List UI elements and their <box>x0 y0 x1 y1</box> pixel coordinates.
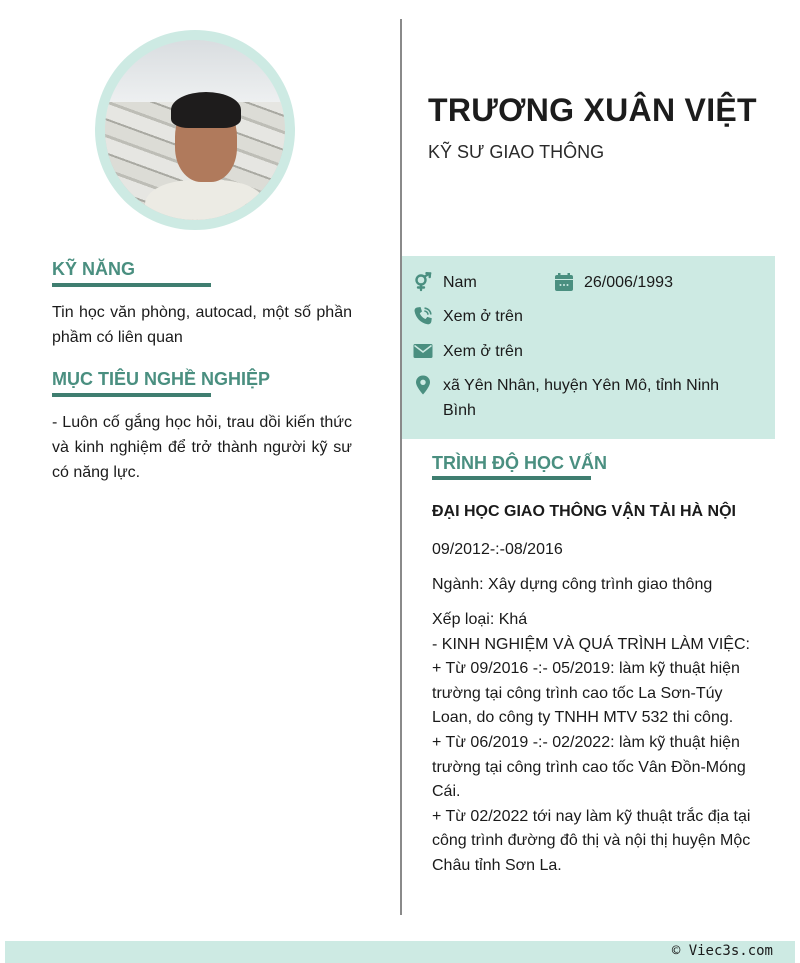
address-value: xã Yên Nhân, huyện Yên Mô, tỉnh Ninh Bình <box>443 377 720 419</box>
objective-heading-underline <box>52 393 211 397</box>
job-title: KỸ SƯ GIAO THÔNG <box>428 142 605 162</box>
avatar <box>105 40 285 220</box>
skills-heading-underline <box>52 283 211 287</box>
contact-email <box>413 339 523 364</box>
phone-value: Xem ở trên <box>443 308 523 325</box>
location-pin-icon <box>413 375 433 395</box>
education-grade: Xếp loại: Khá <box>432 611 528 628</box>
objective-text: - Luôn cố gắng học hỏi, trau dồi kiến thức và kinh nghiệm để trở thành người kỹ sư có năng lực. <box>52 414 352 481</box>
column-divider <box>400 19 402 915</box>
contact-birthday <box>554 270 673 295</box>
contact-gender <box>413 270 477 295</box>
gender-value: Nam <box>443 274 477 291</box>
skills-heading: KỸ NĂNG <box>52 259 136 279</box>
email-icon <box>413 341 433 361</box>
education-details <box>432 608 762 879</box>
email-value: Xem ở trên <box>443 343 523 360</box>
phone-icon <box>413 306 433 326</box>
birthday-value: 26/006/1993 <box>584 274 673 291</box>
gender-icon <box>413 272 433 292</box>
experience-item: + Từ 02/2022 tới nay làm kỹ thuật trắc địa tại công trình đường đô thị và nội thị huyện Mộc Châu tỉnh Sơn La. <box>432 807 751 874</box>
education-school: ĐẠI HỌC GIAO THÔNG VẬN TẢI HÀ NỘI <box>432 503 736 520</box>
experience-heading: - KINH NGHIỆM VÀ QUÁ TRÌNH LÀM VIỆC: <box>432 635 750 653</box>
experience-item: + Từ 09/2016 -:- 05/2019: làm kỹ thuật hiện trường tại công trình cao tốc La Sơn-Túy Loan, do công ty TNHH MTV 532 thi công. <box>432 660 740 727</box>
education-major: Ngành: Xây dựng công trình giao thông <box>432 576 713 593</box>
candidate-name: TRƯƠNG XUÂN VIỆT <box>428 92 757 128</box>
education-heading: TRÌNH ĐỘ HỌC VẤN <box>432 453 607 473</box>
experience-item: + Từ 06/2019 -:- 02/2022: làm kỹ thuật hiện trường tại công trình cao tốc Vân Đồn-Móng Cái. <box>432 733 746 801</box>
contact-address <box>413 373 753 423</box>
footer-copyright: © Viec3s.com <box>671 943 773 959</box>
avatar-shirt <box>145 180 265 220</box>
education-heading-underline <box>432 476 591 480</box>
education-period: 09/2012-:-08/2016 <box>432 541 563 558</box>
calendar-icon <box>554 272 574 292</box>
footer-bar <box>5 941 795 963</box>
objective-heading: MỤC TIÊU NGHỀ NGHIỆP <box>52 369 271 389</box>
contact-phone <box>413 304 523 329</box>
avatar-hair <box>171 92 241 128</box>
skills-text: Tin học văn phòng, autocad, một số phần phầm có liên quan <box>52 304 352 346</box>
